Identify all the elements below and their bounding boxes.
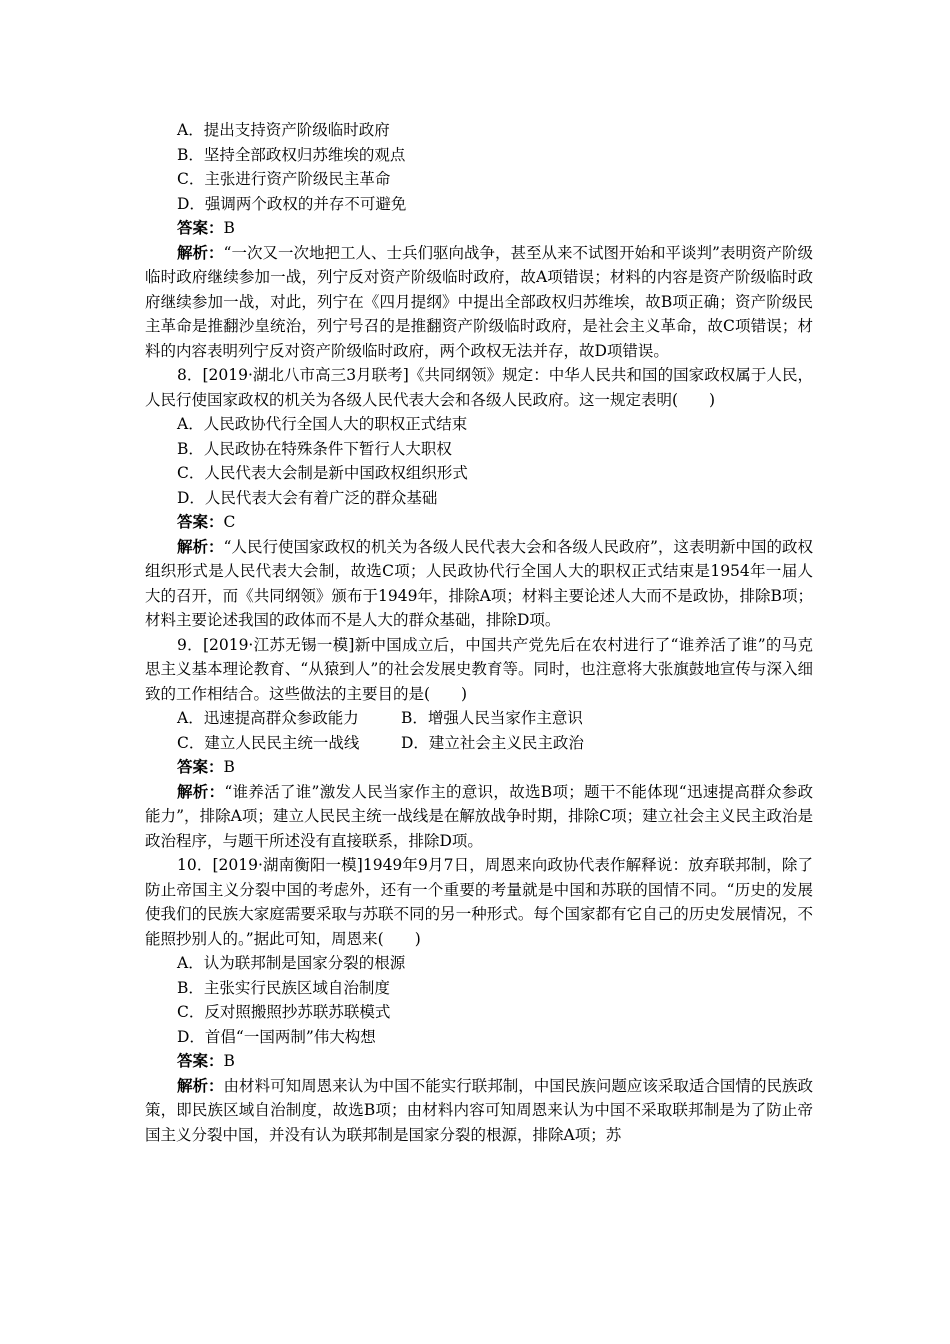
- answer-line: [145, 1049, 813, 1074]
- option-d: D．人民代表大会有着广泛的群众基础: [177, 488, 438, 507]
- option-c: C．建立人民民主统一战线: [177, 733, 360, 752]
- explanation-label: 解析：: [177, 1075, 224, 1095]
- question-stem: 9．[2019·江苏无锡一模]新中国成立后，中国共产党先后在农村进行了“谁养活了谁”的马克思主义基本理论教育、“从猿到人”的社会发展史教育等。同时，也注意将大张旗鼓地宣传与深入细致的工作相结合。这些做法的主要目的是( ): [145, 635, 813, 703]
- options-row-2: [145, 731, 813, 756]
- option-a: A．提出支持资产阶级临时政府: [177, 121, 390, 139]
- options-row-1: [145, 706, 813, 731]
- option-d: D．强调两个政权的并存不可避免: [177, 194, 407, 213]
- answer-line: [145, 216, 813, 241]
- option-b: B．增强人民当家作主意识: [401, 709, 583, 727]
- option-c: C．主张进行资产阶级民主革命: [177, 170, 391, 188]
- answer-label: 答案：: [177, 512, 224, 531]
- explanation-text: 由材料可知周恩来认为中国不能实行联邦制，中国民族问题应该采取适合国情的民族政策，即民族区域自治制度，故选B项；由材料内容可知周恩来认为中国不采取联邦制是为了防止帝国主义分裂中国，并没有认为联邦制是国家分裂的根源，排除A项；苏: [145, 1076, 813, 1144]
- option-d: D．首倡“一国两制”伟大构想: [177, 1027, 376, 1046]
- question-7: [145, 118, 813, 363]
- question-10: [145, 853, 813, 1147]
- answer-label: 答案：: [177, 218, 224, 237]
- answer-line: [145, 755, 813, 780]
- explanation-label: 解析：: [177, 536, 224, 556]
- explanation: [145, 1074, 813, 1148]
- explanation-label: 解析：: [177, 781, 225, 801]
- answer-label: 答案：: [177, 1051, 224, 1070]
- document-page: [145, 118, 813, 1147]
- option-c: C．反对照搬照抄苏联苏联模式: [177, 1003, 391, 1021]
- explanation: [145, 535, 813, 633]
- explanation-text: “谁养活了谁”激发人民当家作主的意识，故选B项；题干不能体现“迅速提高群众参政能力”，排除A项；建立人民民主统一战线是在解放战争时期，排除C项；建立社会主义民主政治是政治程序，与题干所述没有直接联系，排除D项。: [145, 782, 813, 850]
- option-c: C．人民代表大会制是新中国政权组织形式: [177, 464, 468, 482]
- question-8: [145, 363, 813, 633]
- answer-value: C: [223, 513, 236, 531]
- answer-value: B: [223, 1052, 235, 1070]
- explanation-label: 解析：: [177, 242, 224, 262]
- option-b: B．坚持全部政权归苏维埃的观点: [177, 145, 406, 164]
- answer-value: B: [223, 758, 235, 776]
- option-a: A．迅速提高群众参政能力: [177, 709, 359, 727]
- option-a: A．人民政协代行全国人大的职权正式结束: [177, 415, 468, 433]
- answer-value: B: [223, 219, 235, 237]
- question-9: [145, 633, 813, 854]
- explanation-text: “人民行使国家政权的机关为各级人民代表大会和各级人民政府”，这表明新中国的政权组织形式是人民代表大会制，故选C项；人民政协代行全国人大的职权正式结束是1954年一届人大的召开，而《共同纲领》颁布于1949年，排除A项；材料主要论述人大而不是政协，排除B项；材料主要论述我国的政体而不是人大的群众基础，排除D项。: [145, 537, 813, 629]
- option-d: D．建立社会主义民主政治: [401, 733, 584, 752]
- option-b: B．人民政协在特殊条件下暂行人大职权: [177, 439, 452, 458]
- option-b: B．主张实行民族区域自治制度: [177, 978, 390, 997]
- explanation: [145, 780, 813, 854]
- option-a: A．认为联邦制是国家分裂的根源: [177, 954, 406, 972]
- explanation: [145, 241, 813, 364]
- question-stem: 8．[2019·湖北八市高三3月联考]《共同纲领》规定：中华人民共和国的国家政权属于人民，人民行使国家政权的机关为各级人民代表大会和各级人民政府。这一规定表明( ): [145, 366, 813, 409]
- explanation-text: “一次又一次地把工人、士兵们驱向战争，甚至从来不试图开始和平谈判”表明资产阶级临时政府继续参加一战，列宁反对资产阶级临时政府，故A项错误；材料的内容是资产阶级临时政府继续参加一战，对此，列宁在《四月提纲》中提出全部政权归苏维埃，故B项正确；资产阶级民主革命是推翻沙皇统治，列宁号召的是推翻资产阶级临时政府，是社会主义革命，故C项错误；材料的内容表明列宁反对资产阶级临时政府，两个政权无法并存，故D项错误。: [145, 243, 813, 360]
- answer-line: [145, 510, 813, 535]
- answer-label: 答案：: [177, 757, 224, 776]
- question-stem: 10．[2019·湖南衡阳一模]1949年9月7日，周恩来向政协代表作解释说：放弃联邦制，除了防止帝国主义分裂中国的考虑外，还有一个重要的考量就是中国和苏联的国情不同。“历史的发展使我们的民族大家庭需要采取与苏联不同的另一种形式。每个国家都有它自己的历史发展情况，不能照抄别人的。”据此可知，周恩来( ): [145, 856, 813, 948]
